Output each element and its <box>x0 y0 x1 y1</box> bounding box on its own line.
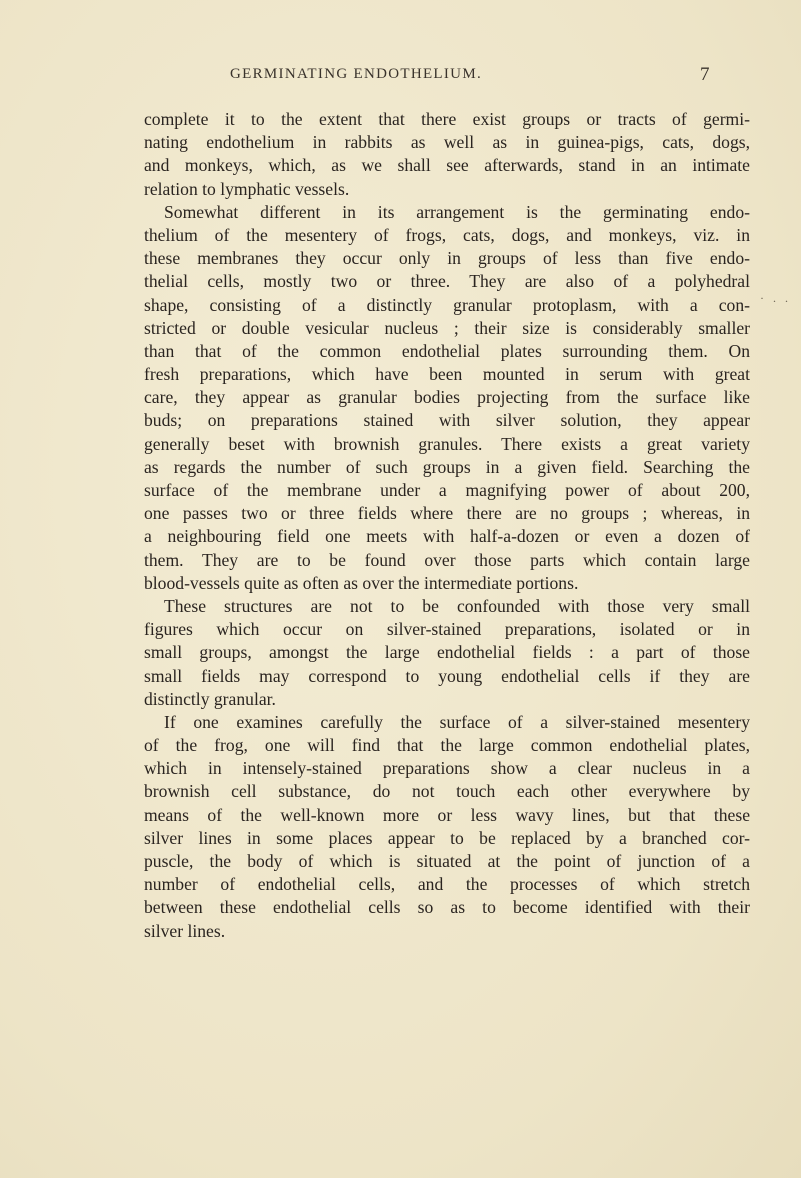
text-line: as regards the number of such groups in a given field. Searching the <box>144 456 750 477</box>
text-line: a neighbouring field one meets with half-a-dozen or even a dozen of <box>144 526 750 547</box>
text-line: them. They are to be found over those parts which contain large <box>144 549 750 570</box>
text-line: and monkeys, which, as we shall see afterwards, stand in an intimate <box>144 155 750 176</box>
paragraph-start-line: Somewhat different in its arrangement is the germinating endo- <box>164 201 750 222</box>
page-number: 7 <box>700 64 710 85</box>
paragraph-start-line: If one examines carefully the surface of a silver-stained mesentery <box>164 711 750 732</box>
paragraph-start-line: These structures are not to be confounded with those very small <box>164 595 750 616</box>
margin-mark: · . . <box>760 291 791 305</box>
body-text <box>144 108 750 943</box>
paragraph-end-line: blood-vessels quite as often as over the intermediate portions. <box>144 572 579 593</box>
text-line: thelial cells, mostly two or three. They are also of a polyhedral <box>144 271 750 292</box>
text-line: number of endothelial cells, and the processes of which stretch <box>144 874 750 895</box>
text-line: figures which occur on silver-stained preparations, isolated or in <box>144 619 750 640</box>
text-line: stricted or double vesicular nucleus ; their size is considerably smaller <box>144 317 750 338</box>
text-line: buds; on preparations stained with silver solution, they appear <box>144 410 750 431</box>
paragraph-end-line: silver lines. <box>144 920 226 941</box>
text-line: of the frog, one will find that the large common endothelial plates, <box>144 735 750 756</box>
text-line: between these endothelial cells so as to become identified with their <box>144 897 750 918</box>
text-line: small groups, amongst the large endothelial fields : a part of those <box>144 642 750 663</box>
text-line: which in intensely-stained preparations show a clear nucleus in a <box>144 758 750 779</box>
text-line: surface of the membrane under a magnifying power of about 200, <box>144 480 750 500</box>
text-line: complete it to the extent that there exist groups or tracts of germi- <box>144 109 750 129</box>
text-line: nating endothelium in rabbits as well as in guinea-pigs, cats, dogs, <box>144 132 750 153</box>
text-line: thelium of the mesentery of frogs, cats, dogs, and monkeys, viz. in <box>144 224 750 245</box>
text-line: shape, consisting of a distinctly granular protoplasm, with a con- <box>144 294 750 315</box>
text-line: than that of the common endothelial plates surrounding them. On <box>144 340 750 361</box>
text-line: means of the well-known more or less wavy lines, but that these <box>144 804 750 825</box>
text-line: fresh preparations, which have been mounted in serum with great <box>144 364 750 385</box>
running-title: GERMINATING ENDOTHELIUM. <box>230 66 483 82</box>
text-line: these membranes they occur only in groups of less than five endo- <box>144 248 750 269</box>
text-line: one passes two or three fields where there are no groups ; whereas, in <box>144 503 750 524</box>
paragraph-end-line: distinctly granular. <box>144 688 276 709</box>
text-line: generally beset with brownish granules. There exists a great variety <box>144 433 750 454</box>
text-line: care, they appear as granular bodies projecting from the surface like <box>144 387 750 408</box>
text-line: puscle, the body of which is situated at the point of junction of a <box>144 851 750 871</box>
running-head <box>0 66 801 90</box>
text-line: small fields may correspond to young endothelial cells if they are <box>144 665 750 686</box>
text-line: brownish cell substance, do not touch each other everywhere by <box>144 781 750 802</box>
text-line: silver lines in some places appear to be replaced by a branched cor- <box>144 827 750 848</box>
paragraph-end-line: relation to lymphatic vessels. <box>144 178 350 199</box>
